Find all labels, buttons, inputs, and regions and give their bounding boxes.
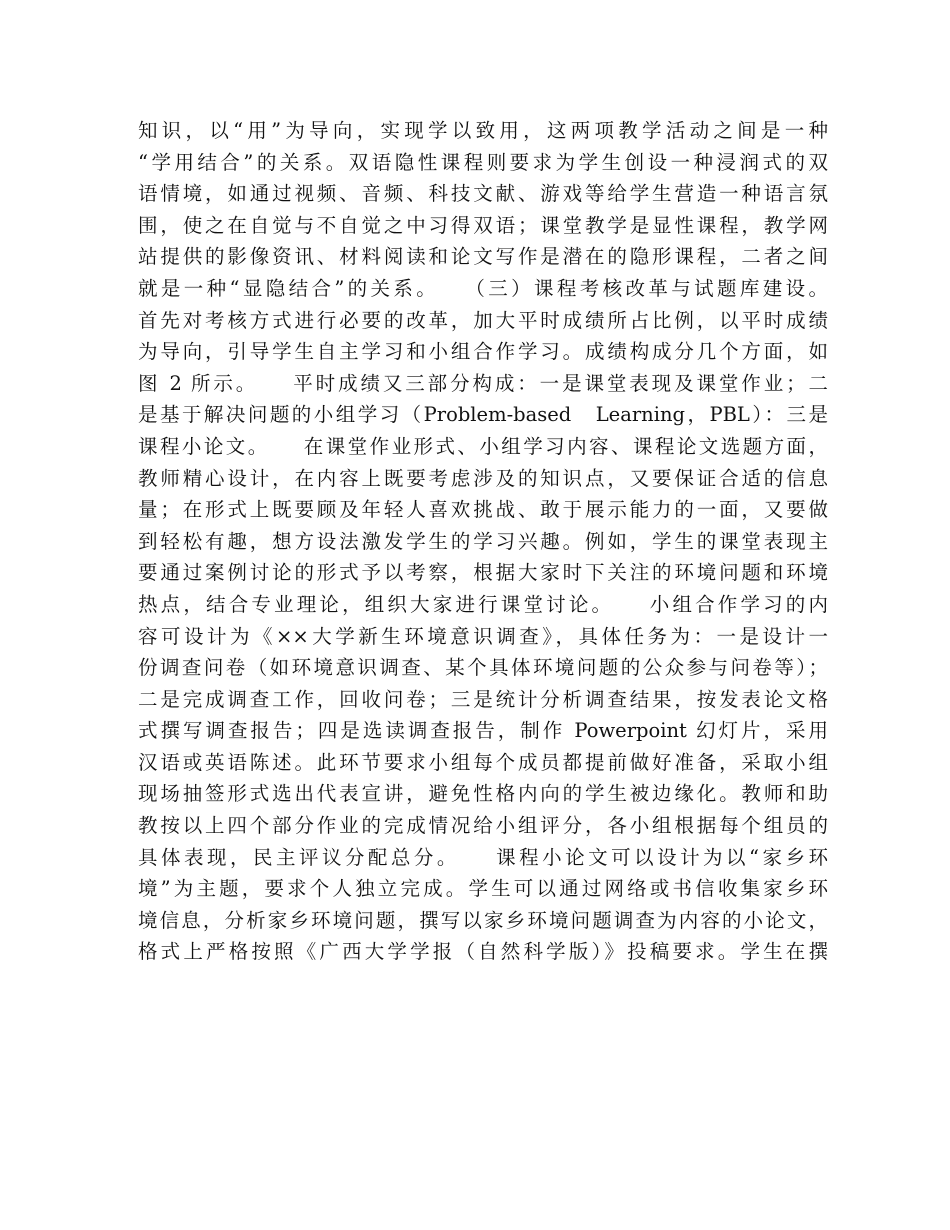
text-line: 首先对考核方式进行必要的改革，加大平时成绩所占比例，以平时成绩 [138,308,828,332]
text-line: 图 2 所示。 平时成绩又三部分构成：一是课堂表现及课堂作业；二 [138,371,828,395]
text-line: 教师精心设计，在内容上既要考虑涉及的知识点，又要保证合适的信息 [138,466,828,490]
text-line: “学用结合”的关系。双语隐性课程则要求为学生创设一种浸润式的双 [138,150,828,174]
text-line: 知识，以“用”为导向，实现学以致用，这两项教学活动之间是一种 [138,119,828,142]
text-line: 就是一种“显隐结合”的关系。 （三）课程考核改革与试题库建设。 [138,276,828,300]
text-line: 境”为主题，要求个人独立完成。学生可以通过网络或书信收集家乡环 [138,877,828,901]
text-line: 境信息，分析家乡环境问题，撰写以家乡环境问题调查为内容的小论文， [138,908,828,932]
text-line: 教按以上四个部分作业的完成情况给小组评分，各小组根据每个组员的 [138,814,828,838]
text-line: 式撰写调查报告；四是选读调查报告，制作 Powerpoint 幻灯片，采用 [138,719,828,743]
text-line: 课程小论文。 在课堂作业形式、小组学习内容、课程论文选题方面， [138,434,828,458]
text-line: 是基于解决问题的小组学习（Problem-based Learning，PBL）：三是 [138,403,828,427]
text-line: 到轻松有趣，想方设法激发学生的学习兴趣。例如，学生的课堂表现主 [138,529,828,553]
text-line: 围，使之在自觉与不自觉之中习得双语；课堂教学是显性课程，教学网 [138,213,828,237]
text-line: 热点，结合专业理论，组织大家进行课堂讨论。 小组合作学习的内 [138,592,828,616]
text-line: 二是完成调查工作，回收问卷；三是统计分析调查结果，按发表论文格 [138,687,828,711]
text-line: 汉语或英语陈述。此环节要求小组每个成员都提前做好准备，采取小组 [138,750,828,774]
text-line: 具体表现，民主评议分配总分。 课程小论文可以设计为以“家乡环 [138,845,828,869]
text-line: 为导向，引导学生自主学习和小组合作学习。成绩构成分几个方面，如 [138,340,828,364]
text-line: 要通过案例讨论的形式予以考察，根据大家时下关注的环境问题和环境 [138,561,828,585]
text-line: 份调查问卷（如环境意识调查、某个具体环境问题的公众参与问卷等）； [138,656,828,680]
text-line: 语情境，如通过视频、音频、科技文献、游戏等给学生营造一种语言氛 [138,182,828,206]
text-line: 站提供的影像资讯、材料阅读和论文写作是潜在的隐形课程，二者之间 [138,245,828,269]
text-line: 现场抽签形式选出代表宣讲，避免性格内向的学生被边缘化。教师和助 [138,782,828,806]
text-line: 量；在形式上既要顾及年轻人喜欢挑战、敢于展示能力的一面，又要做 [138,498,828,522]
body-text [138,115,828,968]
text-line: 容可设计为《××大学新生环境意识调查》，具体任务为：一是设计一 [138,624,828,648]
text-line: 格式上严格按照《广西大学学报（自然科学版）》投稿要求。学生在撰 [138,940,828,964]
